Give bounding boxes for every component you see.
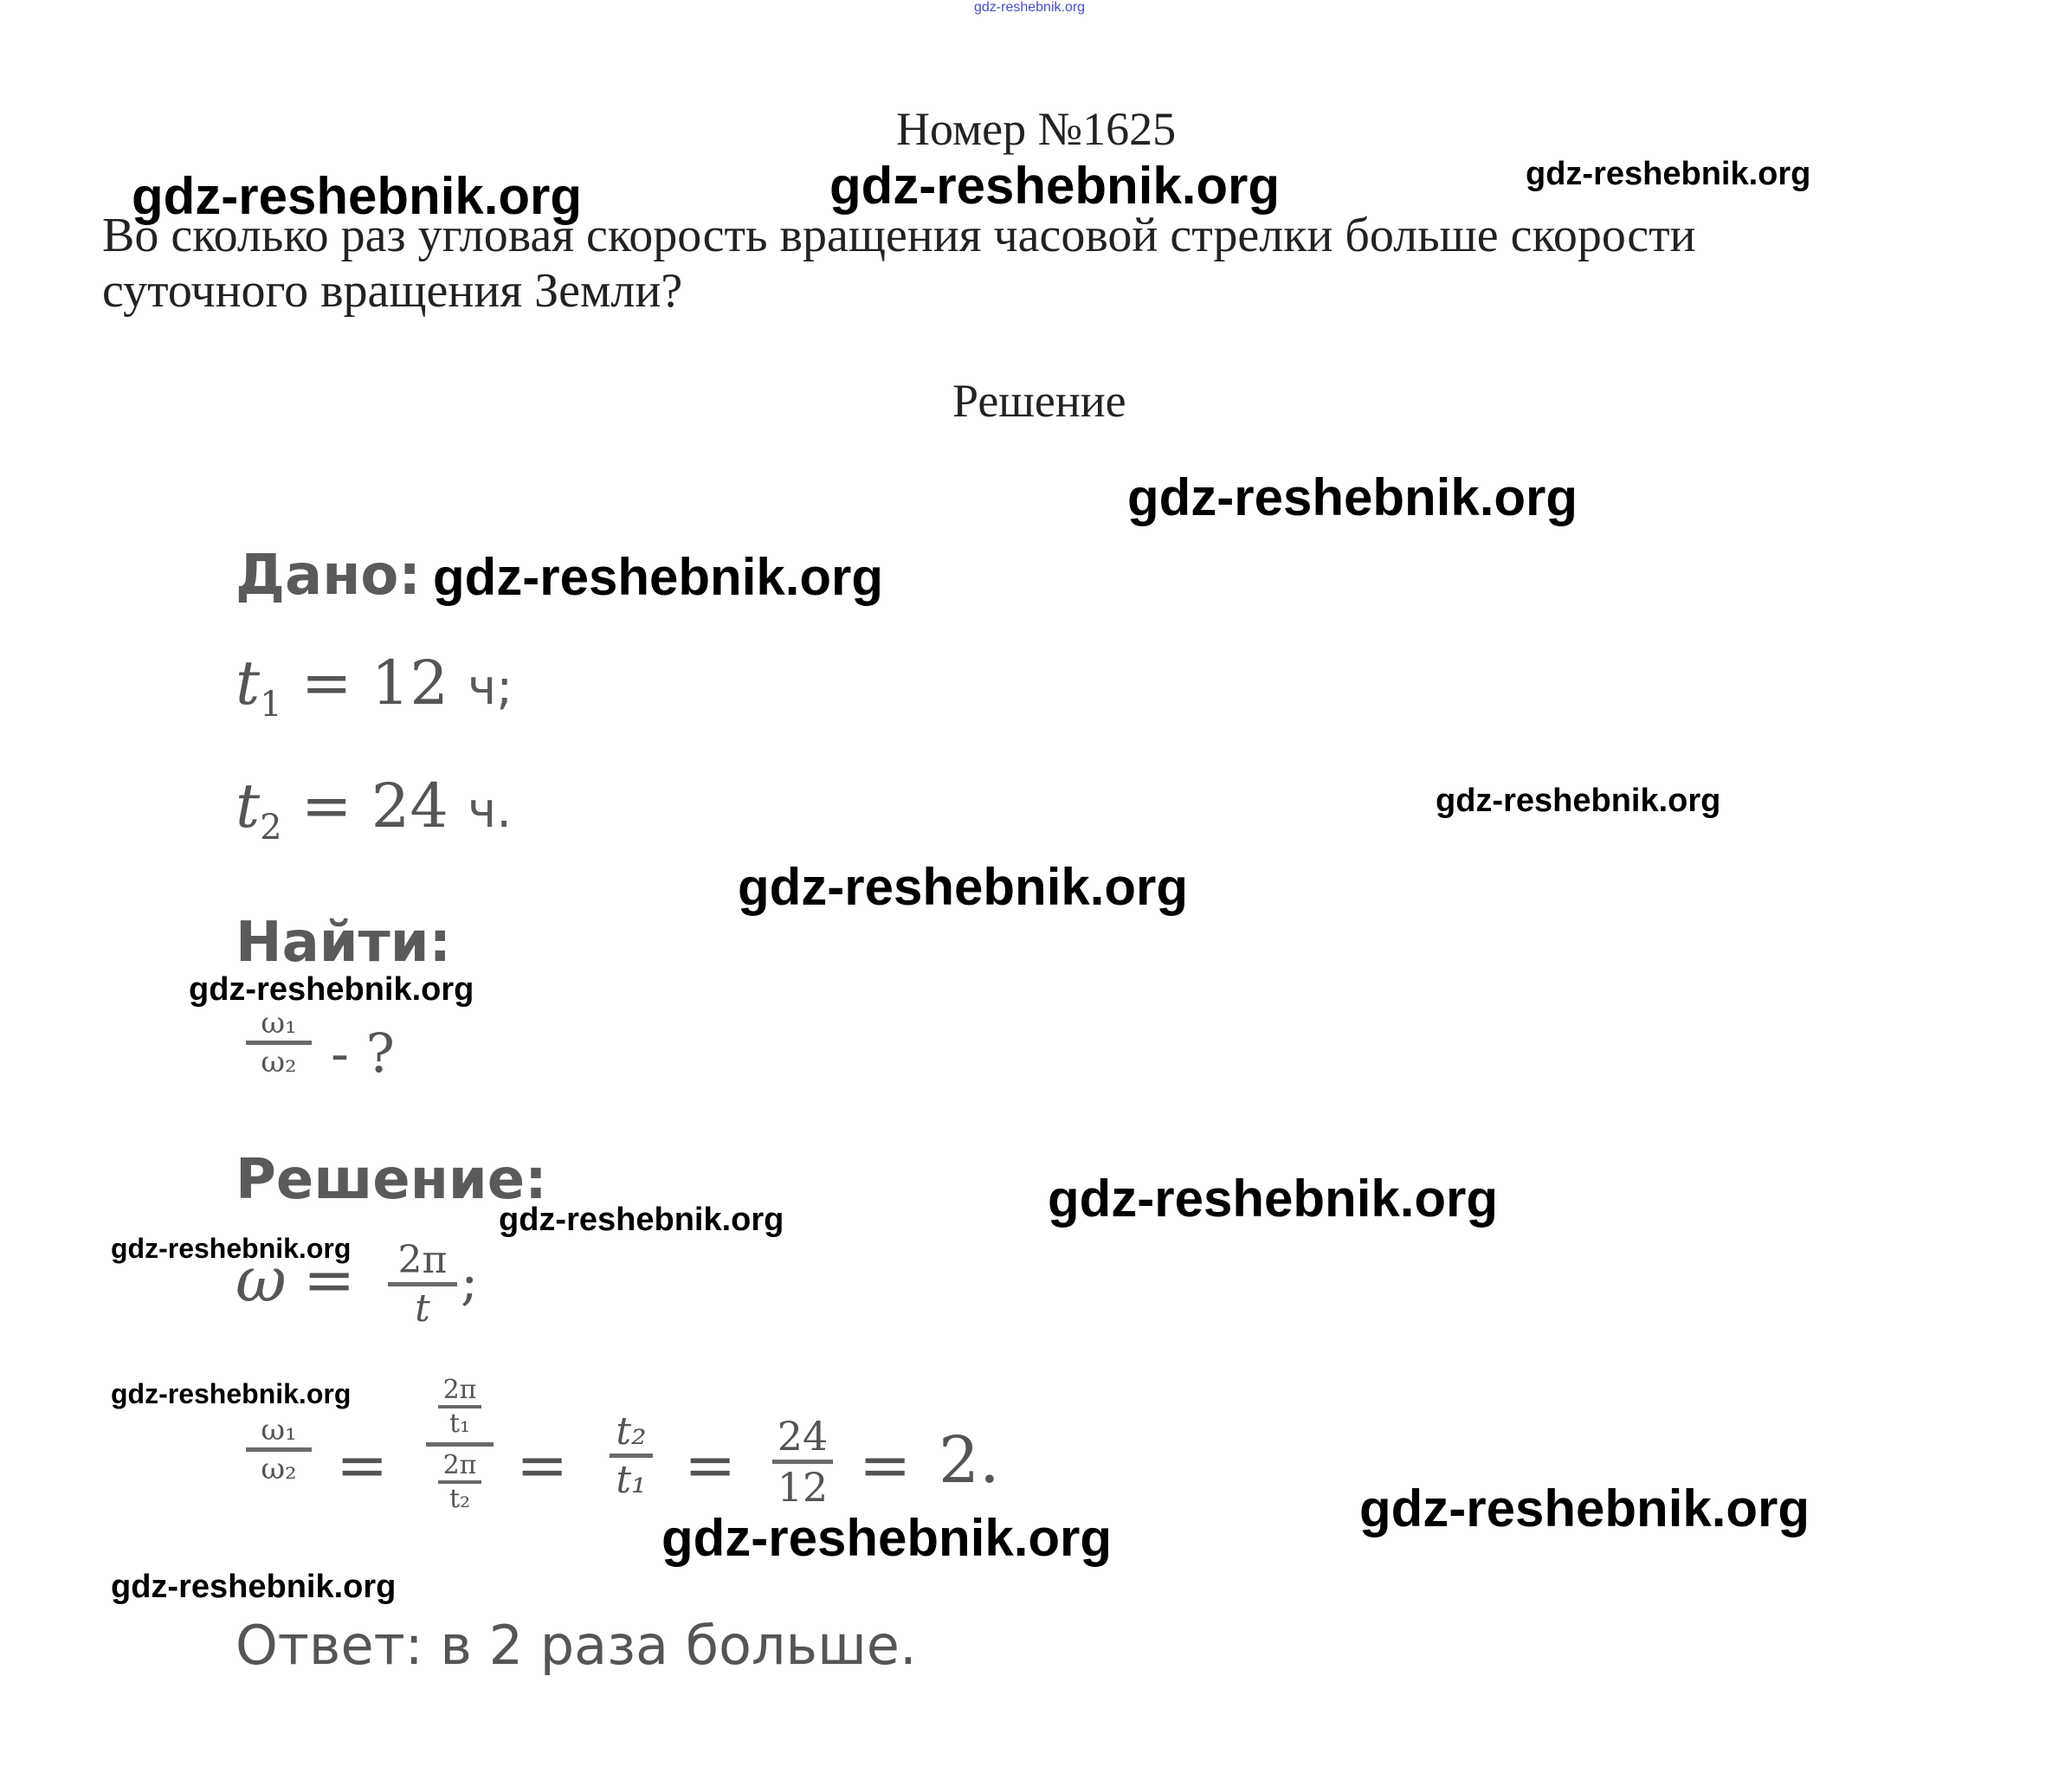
formula-den: t: [415, 1286, 430, 1331]
ratio-frac3: [610, 1409, 653, 1502]
watermark-link[interactable]: gdz-reshebnik.org: [738, 858, 1189, 916]
ratio-frac3-num: t₂: [616, 1409, 647, 1454]
compound-den-num: 2π: [442, 1450, 477, 1480]
fraction-bar-main: [426, 1442, 494, 1447]
watermark-link[interactable]: gdz-reshebnik.org: [111, 1378, 352, 1409]
ratio-frac1-den: ω₂: [261, 1452, 297, 1486]
watermark-link[interactable]: gdz-reshebnik.org: [1359, 1479, 1810, 1537]
t2-value: 24: [371, 770, 448, 841]
t1-sub: 1: [260, 685, 282, 725]
find-suffix: - ?: [331, 1022, 395, 1085]
t1-eq: =: [300, 648, 352, 719]
compound-numerator: [426, 1375, 494, 1439]
page-title: Номер №1625: [896, 103, 1177, 155]
watermark-link[interactable]: gdz-reshebnik.org: [132, 167, 583, 225]
find-fraction: [246, 1006, 312, 1080]
given-label: Дано:: [236, 544, 421, 608]
formula-num: 2π: [397, 1238, 448, 1282]
formula-fraction: [388, 1238, 457, 1331]
find-label: Найти:: [236, 911, 452, 975]
t1-value: 12: [371, 648, 448, 719]
watermark-link[interactable]: gdz-reshebnik.org: [1436, 783, 1721, 819]
problem-text-line-1: Во сколько раз угловая скорость вращения часовой стрелки больше скорости: [102, 209, 1696, 262]
compound-num-num: 2π: [442, 1375, 477, 1405]
t1-var: t: [236, 648, 261, 719]
t2-unit: ч.: [468, 783, 513, 839]
ratio-frac4: [772, 1413, 833, 1511]
solution-heading: Решение: [952, 375, 1126, 427]
ratio-frac1: [246, 1413, 312, 1486]
watermark-link[interactable]: gdz-reshebnik.org: [111, 1569, 397, 1605]
ratio-result: 2.: [939, 1423, 1000, 1498]
find-den: ω₂: [261, 1045, 297, 1080]
ratio-frac1-num: ω₁: [261, 1413, 297, 1447]
compound-num-den: t₁: [448, 1408, 471, 1439]
t2-sub: 2: [260, 808, 282, 848]
ratio-eq-2: =: [516, 1428, 569, 1501]
answer-text: Ответ: в 2 раза больше.: [236, 1614, 917, 1677]
formula-suffix: ;: [461, 1252, 479, 1312]
compound-denominator: [426, 1450, 494, 1514]
t1-unit: ч;: [468, 660, 513, 716]
watermark-link[interactable]: gdz-reshebnik.org: [1127, 468, 1578, 526]
watermark-link[interactable]: gdz-reshebnik.org: [433, 548, 884, 606]
ratio-frac3-den: t₁: [616, 1458, 647, 1502]
ratio-eq-1: =: [336, 1428, 389, 1501]
compound-den-den: t₂: [448, 1484, 471, 1514]
ratio-eq-4: =: [859, 1428, 912, 1501]
problem-text-line-2: суточного вращения Земли?: [102, 264, 683, 318]
watermark-link[interactable]: gdz-reshebnik.org: [499, 1202, 784, 1238]
watermark-link[interactable]: gdz-reshebnik.org: [829, 157, 1281, 215]
ratio-frac4-den: 12: [777, 1464, 829, 1511]
find-num: ω₁: [261, 1006, 297, 1041]
watermark-link[interactable]: gdz-reshebnik.org: [1526, 156, 1811, 192]
formula-lhs: ω: [236, 1243, 287, 1316]
given-t2: [236, 770, 513, 848]
watermark-link[interactable]: gdz-reshebnik.org: [189, 971, 474, 1008]
t2-var: t: [236, 770, 261, 841]
ratio-eq-3: =: [684, 1428, 737, 1501]
solution-label: Решение:: [236, 1148, 547, 1212]
t2-eq: =: [300, 770, 352, 841]
formula-eq: =: [303, 1243, 356, 1316]
ratio-compound-fraction: [426, 1375, 494, 1514]
watermark-link[interactable]: gdz-reshebnik.org: [661, 1509, 1113, 1567]
watermark-link[interactable]: gdz-reshebnik.org: [111, 1233, 352, 1264]
top-watermark[interactable]: gdz-reshebnik.org: [974, 0, 1086, 15]
given-t1: [236, 648, 513, 725]
watermark-link[interactable]: gdz-reshebnik.org: [1048, 1170, 1499, 1228]
ratio-frac4-num: 24: [777, 1413, 829, 1460]
